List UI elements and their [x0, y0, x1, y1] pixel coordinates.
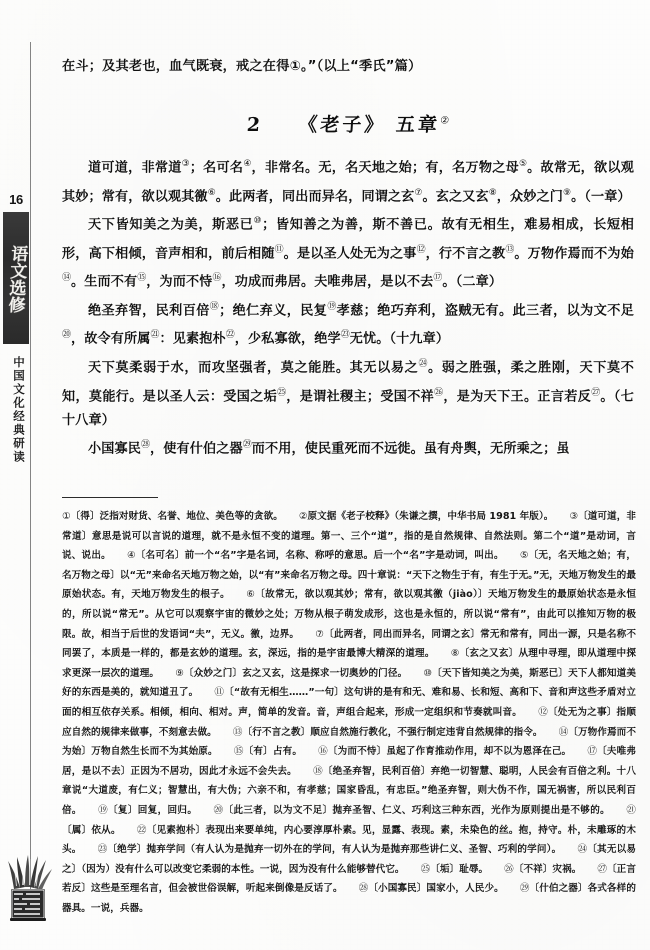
footnote-marker: ㉖	[434, 387, 444, 398]
footnote-headword: 〔正言若反〕	[62, 863, 636, 895]
chapter-number: 2	[246, 114, 264, 136]
spine-subtitle: 中国文化经典研读	[12, 356, 26, 464]
footnote-headword: 〔小国寡民〕	[368, 883, 427, 895]
footnote-marker: ⑩	[253, 216, 263, 227]
footnote-item	[175, 668, 407, 679]
footnote-marker: ⑥	[207, 187, 216, 198]
footnote-headword: 〔绝学〕	[107, 844, 147, 856]
footnote-headword: 〔得〕	[70, 511, 100, 522]
footnote-number: ⑩	[423, 667, 433, 679]
footnote-number: ⑤	[519, 550, 529, 562]
footnote-headword: 〔行不言之教〕	[242, 726, 311, 738]
footnote-headword: 〔复〕	[108, 804, 138, 816]
body-paragraph: 天下莫柔弱于水，而攻坚强者，莫之能胜。其无以易之$^㉔$。弱之胜强，柔之胜刚，天下莫不知，莫能行。是以圣人云：受国之垢$^㉕$，是谓社稷主；受国不祥$^㉖$，是为天下王。正言若反$^㉗$。（七十八章）	[62, 358, 634, 429]
footnote-marker: ⑳	[62, 330, 72, 341]
footnote-item	[62, 511, 283, 522]
footnote-number: ㉔	[577, 844, 588, 856]
footnote-headword: 〔此两者，同出而异名，同谓之玄〕	[324, 628, 481, 640]
content-column	[62, 0, 637, 950]
footnote-marker: ⑧	[488, 187, 497, 198]
footnote-headword: 〔道可道，非常道〕	[62, 511, 636, 542]
body-paragraph: 道可道，非常道③；名可名④，非常名。无，名天地之始；有，名万物之母⑤。故常无，欲以观其妙；常有，欲以观其徼⑥。此两者，同出而异名，同谓之玄⑦。玄之又玄⑧，众妙之门⑨。（一章）	[62, 159, 634, 204]
footnote-number: ⑥	[246, 589, 256, 601]
footnote-text: 回复，回归。	[137, 804, 198, 816]
footnote-item	[421, 864, 489, 875]
footnote-headword: 〔见素抱朴〕	[146, 824, 206, 836]
footnote-text: 这些是至理名言，但会被世俗误解，听起来倒像是反话了。	[91, 883, 343, 895]
footnote-marker: ⑪	[274, 244, 284, 255]
footnote-item	[127, 550, 504, 561]
footnote-number: ⑲	[97, 804, 109, 816]
footnote-headword: 〔不祥〕	[513, 863, 553, 875]
footnote-text: 泛指对财货、名誉、地位、美色等的贪欲。	[99, 511, 283, 522]
footnote-headword: 〔玄之又玄〕	[459, 648, 519, 660]
footnote-text: 正因为不居功，因此才永远不会失去。	[130, 765, 297, 777]
footnote-text: 从理中寻理，即从道理中探求更深一层次的道理。	[62, 648, 636, 679]
footnote-headword: 〔此三者，以为文不足〕	[223, 804, 333, 816]
footnote-number: ⑬	[232, 726, 243, 738]
spine-band	[3, 212, 29, 344]
footnote-marker: ㉕	[277, 387, 287, 398]
footnote-number: ㉕	[420, 863, 431, 875]
footnote-text: 国家小，人民少。	[426, 883, 504, 895]
footnote-number: ⑰	[587, 746, 598, 758]
footnote-text: 弃绝一切智慧、聪明，人民会有百倍之利。十八章说“大道废，有仁义；智慧出，有大伪；六亲不和，有孝慈；国家昏乱，有忠臣。”绝圣弃智，则大伪不作，国无祸害，所以民利百倍。	[62, 765, 636, 816]
footnote-text: 这句讲的是有和无、难和易、长和短、高和下、音和声这些矛盾对立面的相互依存关系。相倾，相向、相对。声，简单的发音。音，声组合起来，形成一定组织和节奏就叫音。	[62, 687, 637, 718]
footnote-text: 万物自然生长而不为其始原。	[91, 746, 218, 758]
footnote-number: ㉗	[597, 863, 608, 875]
footnote-marker: ㉔	[418, 358, 428, 369]
footnote-text: 虽起了作育推动作用，却不以为恩泽在己。	[386, 746, 572, 758]
footnote-marker: ⑭	[62, 273, 72, 284]
page-number: 16	[9, 192, 23, 207]
margin-divider-rule	[30, 42, 31, 902]
footnote-item	[98, 805, 197, 816]
footnote-marker: ㉓	[340, 330, 350, 341]
footnote-item	[98, 844, 562, 855]
footnote-marker: ⑮	[137, 273, 147, 284]
footnote-headword: 〔万物作焉而不为始〕	[62, 726, 636, 758]
footnote-headword: 〔处无为之事〕	[548, 706, 617, 718]
footnote-number: ㉑	[626, 804, 636, 816]
footnote-number: ㉓	[97, 844, 108, 856]
footnote-number: ㉒	[136, 824, 147, 836]
footnote-text: 常无和常有，同出一源，只是名称不同罢了，本质是一样的，都是玄妙的道理。玄，深远，指的是宇宙最博大精深的道理。	[62, 628, 636, 660]
footnote-text: 灾祸。	[552, 863, 582, 875]
footnote-headword: 〔无，名天地之始；有，名万物之母〕	[62, 550, 637, 581]
brush-pot-illustration	[2, 845, 58, 929]
footnote-item	[213, 805, 610, 816]
chapter-name: 《老子》 五章	[297, 114, 441, 136]
footnote-marker: ③	[181, 159, 190, 169]
footnote-marker: ⑤	[518, 159, 528, 169]
footnote-item	[359, 883, 504, 894]
footnote-headword: 〔有〕	[243, 746, 273, 758]
footnote-number: ④	[126, 550, 136, 562]
footnote-number: ㉙	[519, 883, 530, 895]
footnote-item	[318, 746, 571, 757]
footnote-text: 指顺应自然的规律来做事，不刻意去做。	[62, 706, 636, 738]
footnote-headword: 〔故常无，欲以观其妙；常有，欲以观其徼（jiào）〕	[255, 589, 488, 601]
body-paragraph: 小国寡民$^㉘$，使有什伯之器$^㉙$而不用，使民重死而不远徙。虽有舟舆，无所乘之；虽	[88, 440, 570, 457]
footnote-marker: ⑲	[327, 301, 337, 312]
footnote-item	[234, 746, 302, 757]
footnote-number: ㉖	[504, 863, 514, 875]
footnote-text: 以“无”来命名天地万物之始，以“有”来命名万物之母。四十章说：“天下之物生于有，有生于无。”无，天地万物发生的最原始状态。有，天地万物发生的根子。	[62, 569, 636, 601]
footnote-marker: ⑦	[414, 187, 423, 198]
footnote-number: ①	[62, 511, 71, 522]
footnote-number: ②	[298, 511, 308, 522]
footnote-number: ⑫	[538, 706, 549, 718]
footnote-number: ⑯	[318, 746, 328, 758]
footnote-headword: 〔垢〕	[430, 863, 460, 875]
footnote-number: ⑪	[214, 687, 225, 699]
body-paragraph: 绝圣弃智，民利百倍⑱；绝仁弃义，民复⑲孝慈；绝巧弃利，盗贼无有。此三者，以为文不足⑳，故令有所属$^㉑$：见素抱朴$^㉒$，少私寡欲，绝学$^㉓$无忧。（十九章）	[62, 301, 634, 347]
footnote-text: 各式各样的器具。一说，兵器。	[62, 883, 636, 914]
footnote-headword: 〔名可名〕	[135, 550, 185, 562]
footnote-headword: 〔绝圣弃智，民利百倍〕	[322, 765, 431, 777]
continuation-line: 在斗；及其老也，血气既衰，戒之在得①。”（以上“季氏”篇）	[62, 59, 422, 74]
footnote-text: 依从。	[91, 824, 121, 836]
footnote-marker: ⑨	[563, 187, 572, 198]
footnote-marker: ㉑	[150, 330, 160, 341]
footnote-number: ⑮	[233, 746, 244, 758]
footnote-text: 前一个“名”字是名词，名称、称呼的意思。后一个“名”字是动词，叫出。	[184, 550, 504, 562]
footnote-number: ㉘	[358, 883, 369, 895]
spine-title: 语文选修	[4, 245, 28, 313]
footnote-number: ⑧	[450, 648, 460, 660]
footnote-text: 耻辱。	[459, 863, 489, 875]
footnotes-block	[62, 507, 636, 918]
body-paragraph: 天下皆知美之为美，斯恶已⑩；皆知善之为善，斯不善已。故有无相生，难易相成，长短相形，高下相倾，音声相和，前后相随⑪。是以圣人处无为之事⑫，行不言之教⑬。万物作焉而不为始⑭。生而不有⑮，为而不恃⑯，功成而弗居。夫唯弗居，是以不去⑰。（二章）	[62, 216, 634, 290]
footnote-marker: ⑫	[416, 244, 426, 255]
footnote-headword: 〔“故有无相生……”一句〕	[224, 687, 344, 699]
footnote-headword: 〔众妙之门〕	[183, 667, 243, 679]
footnote-headword: 〔夫唯弗居，是以不去〕	[62, 746, 636, 777]
footnote-item	[504, 864, 581, 875]
footnote-number: ⑳	[213, 804, 224, 816]
footnote-text: 天地万物发生的最原始状态是永恒的，所以说“常无”。从它可以观察宇宙的微妙之处；万物从根子萌发成形，这也是永恒的，所以说“常有”，由此可以推知万物的极限。故，相当于后世的发语词“夫”，无义。徼，边界。	[62, 589, 636, 640]
footnote-text: 顺应自然施行教化，不强行制定违背自然规律的指令。	[310, 726, 543, 738]
footnote-text: 占有。	[272, 746, 303, 758]
footnote-number: ⑭	[558, 726, 569, 738]
footnote-text: （因为）没有什么可以改变它柔弱的本性。一说，因为没有什么能够替代它。	[81, 863, 405, 875]
footnote-number: ⑨	[175, 667, 184, 679]
page-title	[61, 110, 635, 137]
footnote-text: 玄之又玄，这是探求一切奥妙的门径。	[242, 667, 408, 679]
footnote-number: ③	[569, 511, 579, 522]
footnote-marker: ㉘	[140, 440, 150, 451]
footnote-marker: ⑰	[433, 273, 443, 284]
footnote-item	[233, 727, 543, 738]
footnote-text: 表现出来要单纯，内心要淳厚朴素。见，显露、表现。素，未染色的丝。抱，持守。朴，未雕琢的木头。	[62, 824, 636, 856]
footnote-text: 原文据《老子校释》（朱谦之撰，中华书局 1981 年版）。	[307, 511, 554, 522]
footnote-headword: 〔天下皆知美之为美，斯恶已〕	[432, 667, 569, 679]
footnote-marker: ④	[243, 159, 252, 169]
footnote-headword: 〔属〕	[62, 824, 92, 836]
footnote-text: 天下人都知道美好的东西是美的，就知道丑了。	[62, 667, 636, 699]
footnote-number: ⑦	[315, 628, 325, 640]
footnote-text: 意思是说可以言说的道理，就不是永恒不变的道理。第一、三个“道”，指的是自然规律、自然法则。第二个“道”是动词，言说、说出。	[62, 530, 636, 562]
footnote-marker: ㉒	[225, 330, 235, 341]
footnote-headword: 〔其无以易之〕	[62, 844, 636, 875]
footnote-text: 抛弃圣智、仁义、巧利这三种东西，光作为原则提出是不够的。	[332, 804, 611, 816]
footnote-number: ⑱	[312, 765, 323, 777]
footnote-text: 抛弃学问（有人认为是抛弃一切外在的学问，有人认为是抛弃那些讲仁义、圣智、巧利的学问）。	[146, 844, 562, 856]
footnote-headword: 〔什伯之器〕	[529, 883, 588, 895]
footnote-separator-rule	[62, 497, 158, 498]
footnote-marker: ⑱	[209, 301, 220, 312]
title-footnote-marker: ②	[439, 115, 450, 127]
footnote-marker: ⑯	[212, 273, 222, 284]
footnote-marker: ⑬	[505, 244, 515, 255]
footnote-headword: 〔为而不恃〕	[327, 746, 387, 758]
footnote-item	[299, 511, 554, 522]
main-body-text	[62, 152, 634, 462]
footnote-marker: ㉗	[591, 387, 601, 398]
footnote-marker: ㉙	[242, 440, 252, 451]
